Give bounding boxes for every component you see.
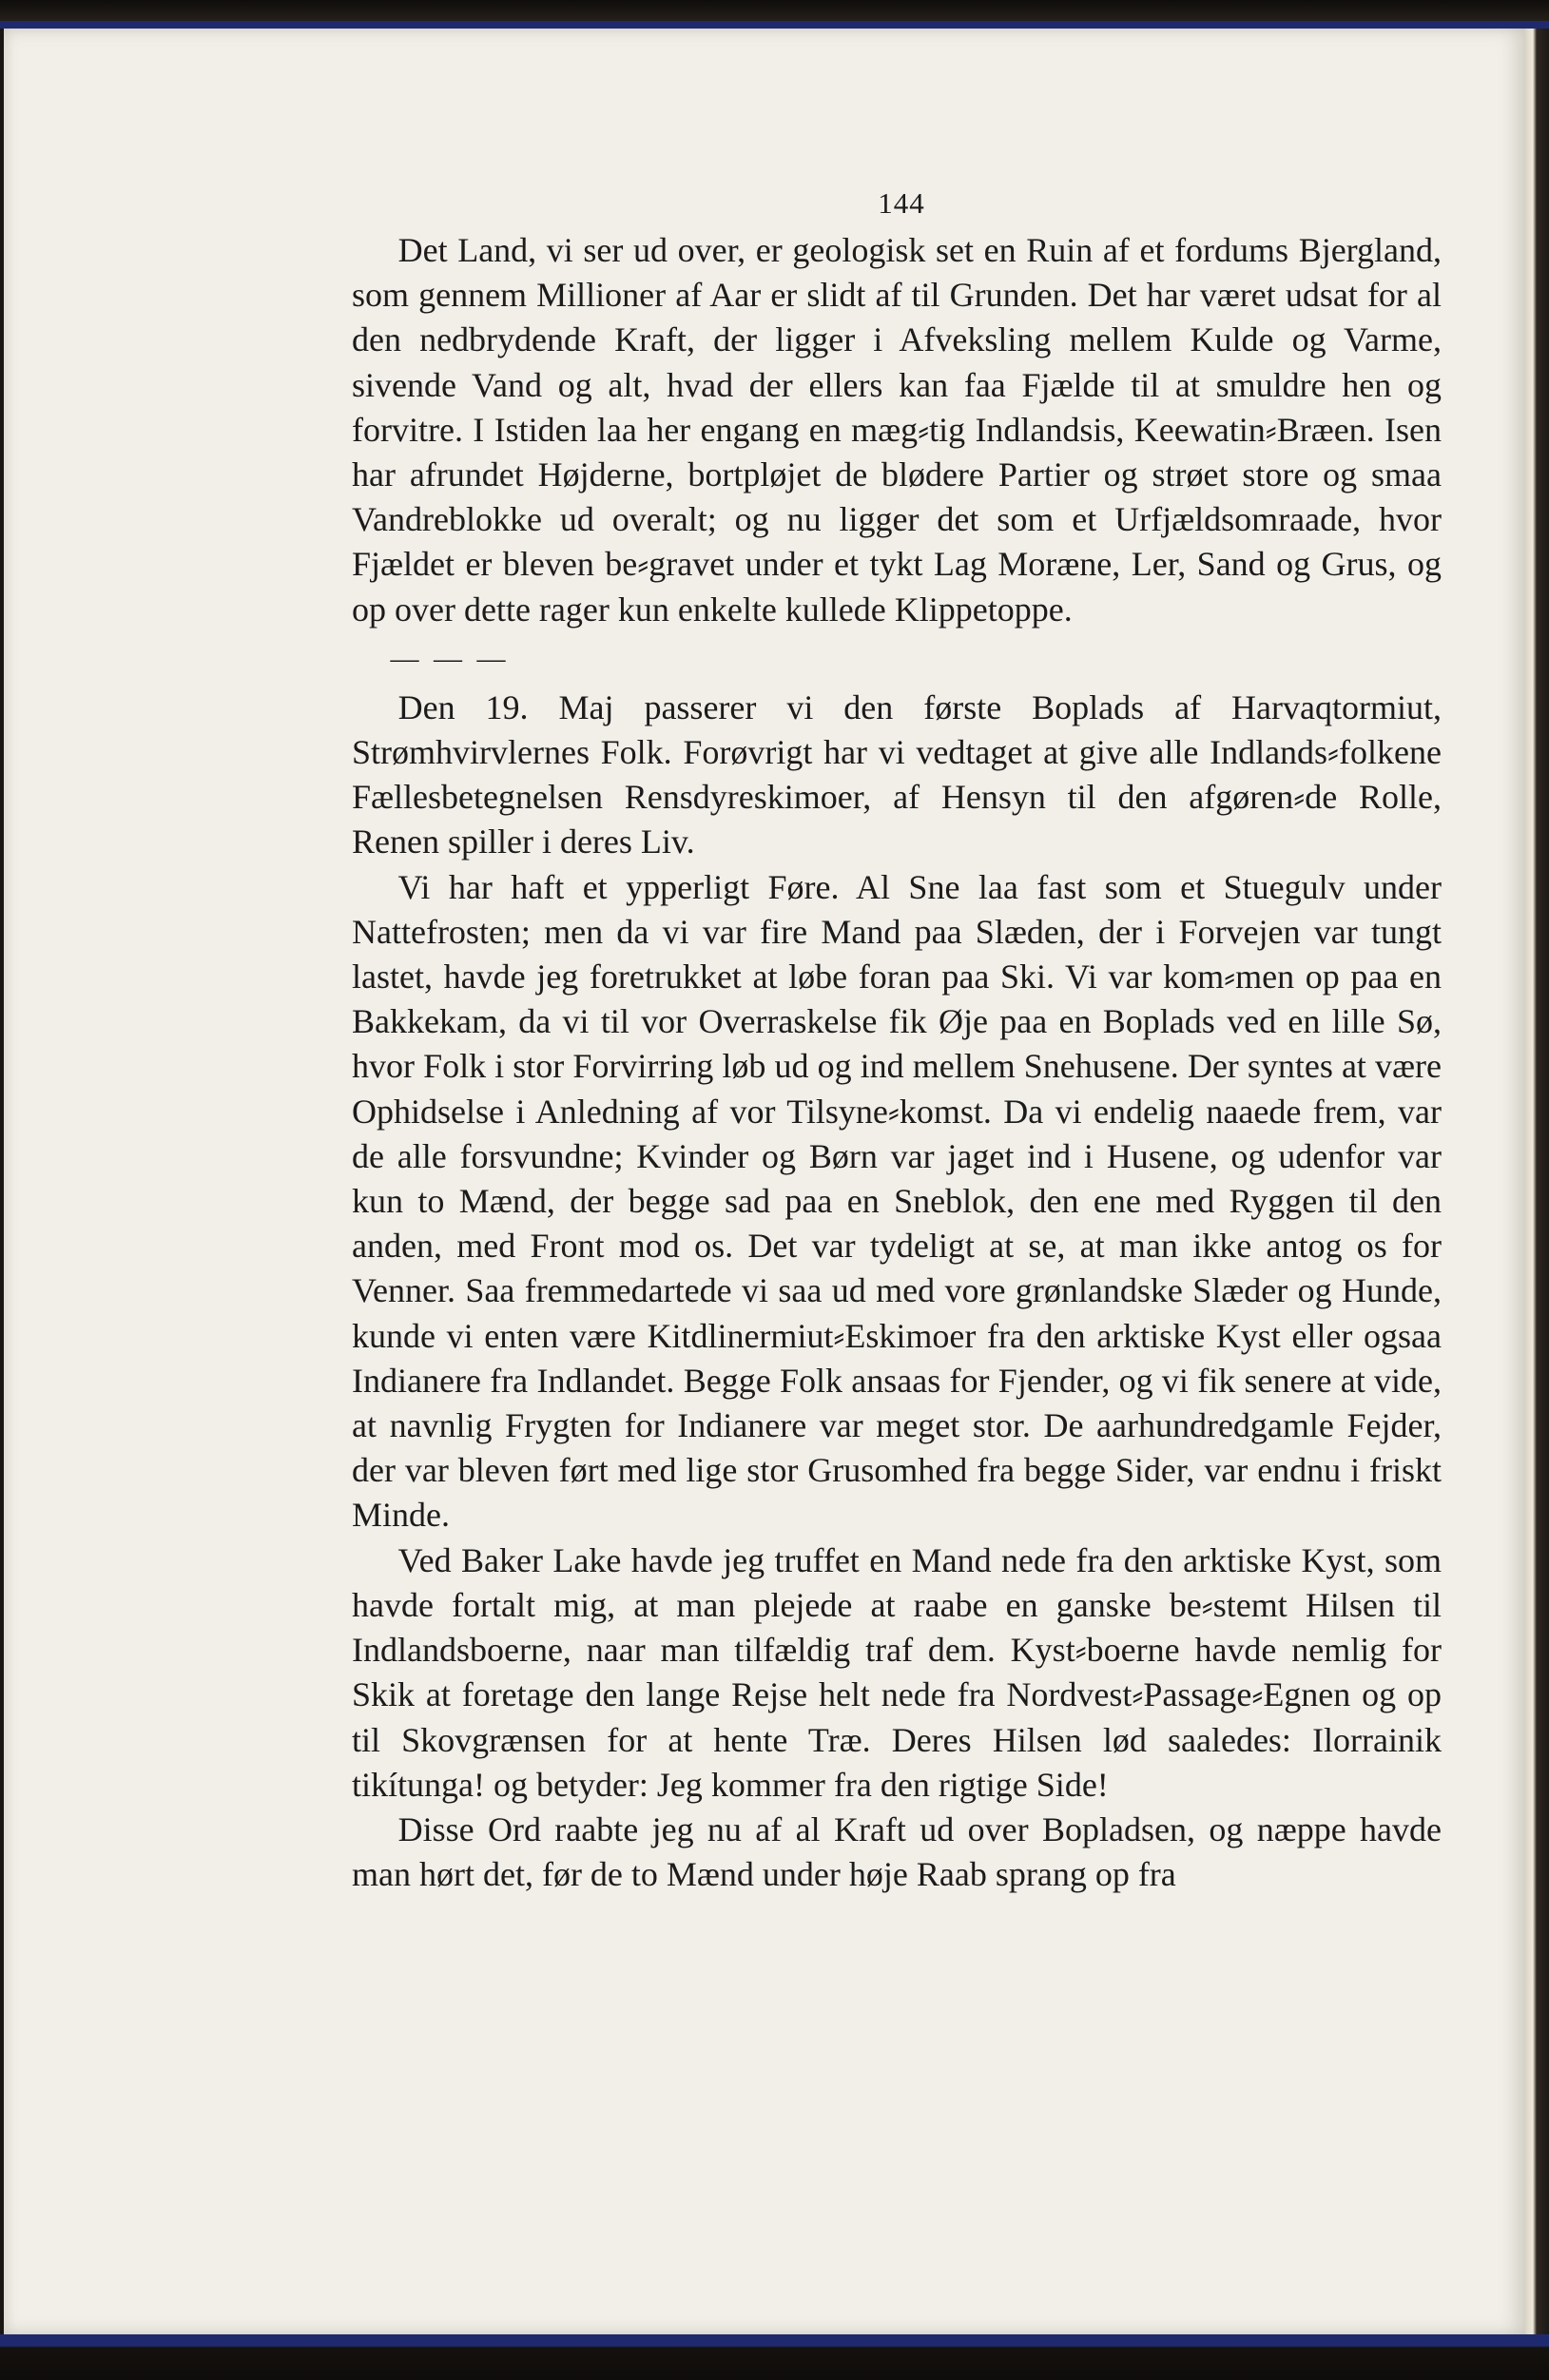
section-separator: — — — bbox=[390, 642, 510, 674]
paragraph-1: Det Land, vi ser ud over, er geologisk set en Ruin af et fordums Bjergland, som gennem Millioner af Aar er slidt af til Grunden. Det har været udsat for al den nedbrydende Kraft, der ligger i Afveksling mellem Kulde og Varme, sivende Vand og alt, hvad der ellers kan faa Fjælde til at smuldre hen og forvitre. I Istiden laa her engang en mæg⸗tig Indlandsis, Keewatin⸗Bræen. Isen har afrundet Højderne, bortpløjet de blødere Partier og strøet store og smaa Vandreblokke ud overalt; og nu ligger det som et Urfjældsomraade, hvor Fjældet er bleven be⸗gravet under et tykt Lag Moræne, Ler, Sand og Grus, og op over dette rager kun enkelte kullede Klippetoppe. bbox=[352, 231, 1442, 629]
book-page bbox=[4, 29, 1525, 2334]
paragraph-3: Vi har haft et ypperligt Føre. Al Sne laa fast som et Stuegulv under Nattefrosten; men da vi var fire Mand paa Slæden, der i Forvejen var tungt lastet, havde jeg foretrukket at løbe foran paa Ski. Vi var kom⸗men op paa en Bakkekam, da vi til vor Overraskelse fik Øje paa en Boplads ved en lille Sø, hvor Folk i stor Forvirring løb ud og ind mellem Snehusene. Der syntes at være Ophidselse i Anledning af vor Tilsyne⸗komst. Da vi endelig naaede frem, var de alle forsvundne; Kvinder og Børn var jaget ind i Husene, og udenfor var kun to Mænd, der begge sad paa en Sneblok, den ene med Ryggen til den anden, med Front mod os. Det var tydeligt at se, at man ikke antog os for Venner. Saa fremmedartede vi saa ud med vore grønlandske Slæder og Hunde, kunde vi enten være Kitdlinermiut⸗Eskimoer fra den arktiske Kyst eller ogsaa Indianere fra Indlandet. Begge Folk ansaas for Fjender, og vi fik senere at vide, at navnlig Frygten for Indianere var meget stor. De aarhundredgamle Fejder, der var bleven ført med lige stor Grusomhed fra begge Sider, var endnu i friskt Minde. bbox=[352, 867, 1442, 1535]
book-page-stack-edge bbox=[1525, 29, 1549, 2334]
page-number: 144 bbox=[878, 186, 925, 220]
paragraph-4: Ved Baker Lake havde jeg truffet en Mand nede fra den arktiske Kyst, som havde fortalt mig, at man plejede at raabe en ganske be⸗stemt Hilsen til Indlandsboerne, naar man tilfældig traf dem. Kyst⸗boerne havde nemlig for Skik at foretage den lange Rejse helt nede fra Nordvest⸗Passage⸗Egnen og op til Skovgrænsen for at hente Træ. Deres Hilsen lød saaledes: Ilorrainik tikítunga! og betyder: Jeg kommer fra den rigtige Side! bbox=[352, 1540, 1442, 1804]
scan-bottom-edge bbox=[0, 2334, 1549, 2380]
paragraph-5: Disse Ord raabte jeg nu af al Kraft ud over Bopladsen, og næppe havde man hørt det, før de to Mænd under høje Raab sprang op fra bbox=[352, 1809, 1442, 1894]
book-cover-edge-top bbox=[0, 21, 1549, 29]
page-body bbox=[352, 228, 1442, 1897]
paragraph-2: Den 19. Maj passerer vi den første Boplads af Harvaqtormiut, Strømhvirvlernes Folk. Forøvrigt har vi vedtaget at give alle Indlands⸗folkene Fællesbetegnelsen Rensdyreskimoer, af Hensyn til den afgøren⸗de Rolle, Renen spiller i deres Liv. bbox=[352, 687, 1442, 861]
